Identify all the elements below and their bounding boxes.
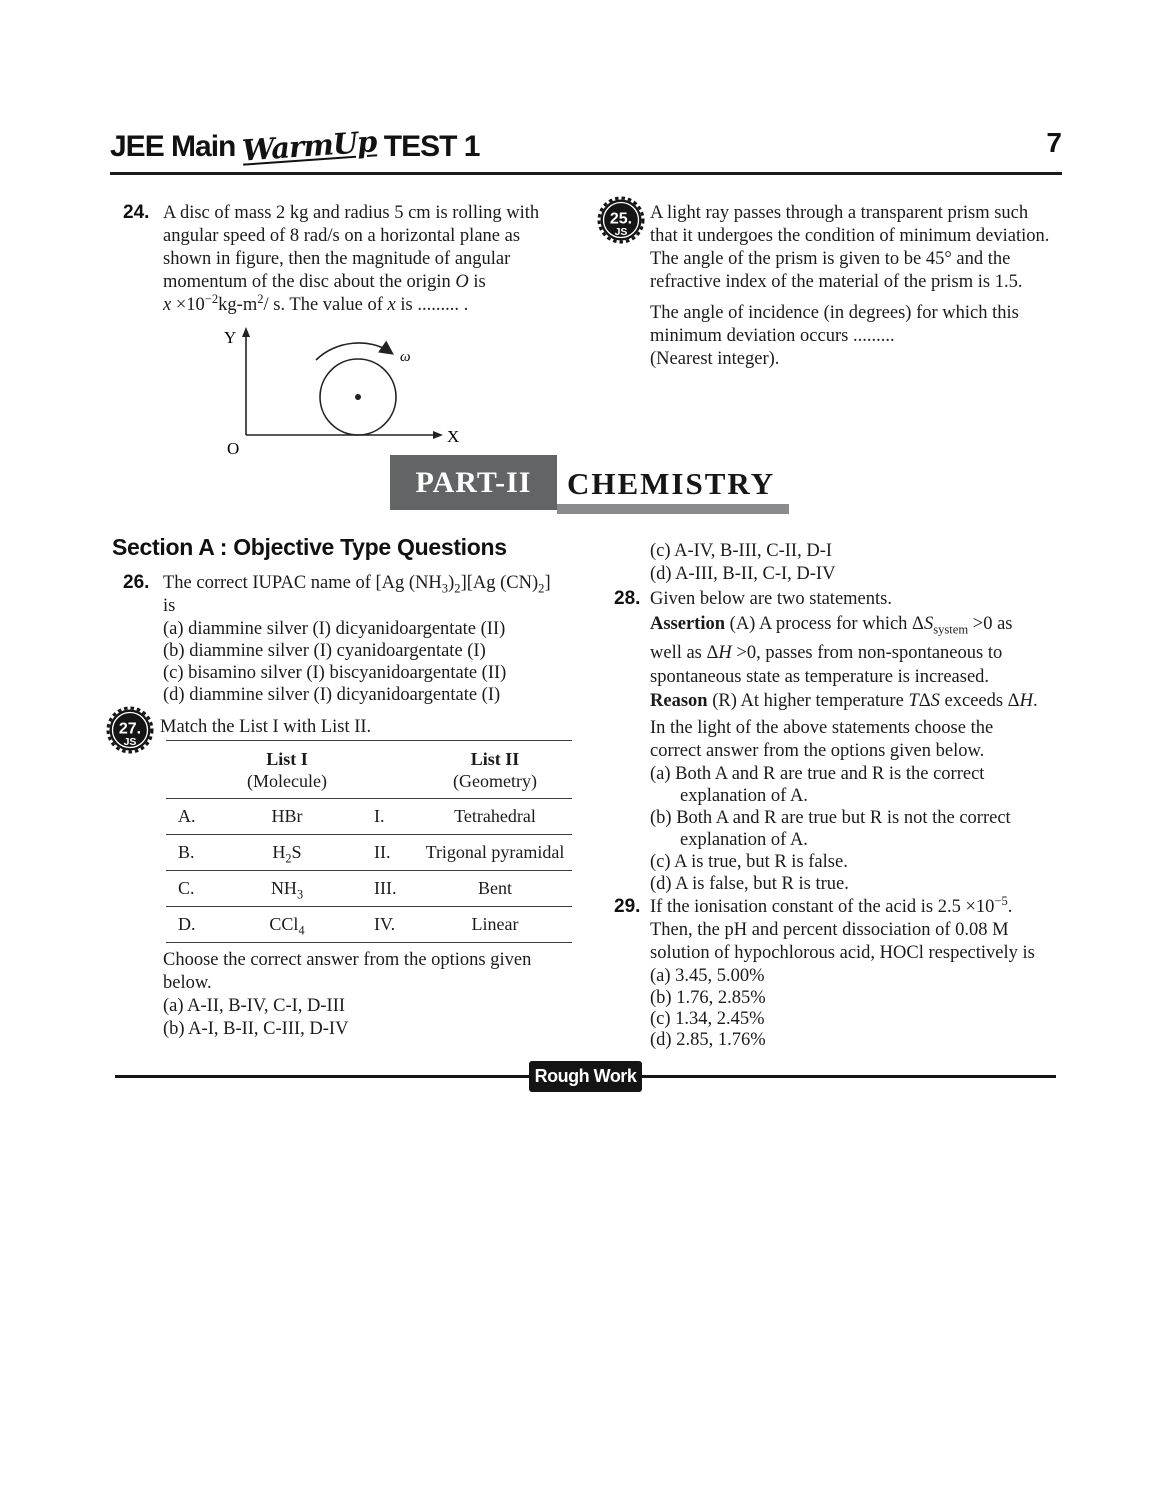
q27-option-b: (b) A-I, B-II, C-III, D-IV xyxy=(163,1019,349,1039)
part-2-banner-box xyxy=(390,455,557,510)
header-brand: JEE Main xyxy=(110,130,236,163)
header-rule xyxy=(110,172,1062,175)
q29-line: If the ionisation constant of the acid is $2.5 \times 10^{-5}$. xyxy=(650,893,1013,917)
header-warmup-logo: WarmUp xyxy=(241,124,378,168)
q24-rolling-disc-figure xyxy=(218,326,468,469)
match-table-row xyxy=(166,871,572,907)
q29-option-d: (d) 2.85, 1.76% xyxy=(650,1030,766,1050)
q24-line: $x \times 10^{-2}kg-m^2/$ s. The value of x is ......... . xyxy=(163,291,469,315)
q29-line: Then, the pH and percent dissociation of 0.08 M xyxy=(650,920,1009,940)
chemistry-subject-label: CHEMISTRY xyxy=(567,466,776,501)
row-geometry: Bent xyxy=(478,878,512,898)
q25-line: minimum deviation occurs ......... xyxy=(650,326,895,346)
y-axis-arrowhead xyxy=(242,327,250,337)
q28-line: In the light of the above statements choose the xyxy=(650,718,994,738)
q25-line: The angle of the prism is given to be 45° and the xyxy=(650,249,1011,269)
q24-line: shown in figure, then the magnitude of angular xyxy=(163,249,511,269)
omega-label: ω xyxy=(400,349,411,365)
q29-option-c: (c) 1.34, 2.45% xyxy=(650,1009,765,1029)
q27-badge-number: 27. xyxy=(118,720,142,738)
list1-title: List I xyxy=(266,748,308,769)
q26-number: 26. xyxy=(123,572,150,593)
section-a-heading: Section A : Objective Type Questions xyxy=(112,534,507,560)
row-roman: III. xyxy=(374,878,397,898)
list2-subtitle: (Geometry) xyxy=(453,770,537,791)
q27-match-table xyxy=(166,740,572,943)
y-axis-label: Y xyxy=(224,328,237,347)
q25-badge-tag: JS xyxy=(614,226,628,238)
x-axis-label: X xyxy=(447,427,460,446)
q27-choose-line: below. xyxy=(163,973,212,993)
q28-option-a-cont: explanation of A. xyxy=(680,786,808,806)
q28-line: Given below are two statements. xyxy=(650,589,892,609)
row-letter: D. xyxy=(178,914,196,934)
q26-line: The correct IUPAC name of [Ag $(NH_3)_2][Ag$ $(CN)_2$] xyxy=(163,573,551,596)
q25-line: (Nearest integer). xyxy=(650,349,780,369)
q24-line: angular speed of 8 rad/s on a horizontal plane as xyxy=(163,226,521,246)
q28-number: 28. xyxy=(614,588,641,609)
list2-title: List II xyxy=(470,748,520,769)
part-2-label: PART-II xyxy=(415,465,532,499)
q28-line: well as ΔH >0, passes from non-spontaneous to xyxy=(650,643,1003,663)
row-letter: C. xyxy=(178,878,195,898)
q28-option-b-cont: explanation of A. xyxy=(680,830,808,850)
row-roman: I. xyxy=(374,806,385,826)
row-molecule: CCl$_4$ xyxy=(269,914,305,938)
q24-line: A disc of mass 2 kg and radius 5 cm is rolling with xyxy=(163,203,540,223)
q29-option-b: (b) 1.76, 2.85% xyxy=(650,988,766,1008)
q28-option-b: (b) Both A and R are true but R is not the correct xyxy=(650,808,1011,828)
row-roman: II. xyxy=(374,842,391,862)
q29-number: 29. xyxy=(614,896,641,917)
disc-center-dot xyxy=(355,394,361,400)
q28-line: Reason (R) At higher temperature TΔS exceeds ΔH. xyxy=(650,691,1038,711)
row-geometry: Linear xyxy=(471,914,519,934)
match-table-header-row xyxy=(166,741,572,799)
q25-line: refractive index of the material of the prism is 1.5. xyxy=(650,272,1023,292)
q27-option-a: (a) A-II, B-IV, C-I, D-III xyxy=(163,996,346,1016)
page-number: 7 xyxy=(1046,127,1062,158)
q27-intro: Match the List I with List II. xyxy=(160,717,372,737)
q28-option-c: (c) A is true, but R is false. xyxy=(650,852,848,872)
match-table-row xyxy=(166,907,572,943)
page-header-title xyxy=(110,124,480,168)
q28-option-a: (a) Both A and R are true and R is the correct xyxy=(650,764,985,784)
q25-badge-number: 25. xyxy=(609,210,633,228)
x-axis-arrowhead xyxy=(433,431,443,439)
q26-option-a: (a) diammine silver (I) dicyanidoargentate (II) xyxy=(163,619,506,639)
q26-line: is xyxy=(163,596,176,616)
row-geometry: Tetrahedral xyxy=(454,806,536,826)
q24-line: momentum of the disc about the origin O is xyxy=(163,272,486,292)
row-molecule: HBr xyxy=(271,806,303,826)
rough-work-label: Rough Work xyxy=(534,1066,637,1086)
list1-subtitle: (Molecule) xyxy=(247,770,327,791)
q27-option-d: (d) A-III, B-II, C-I, D-IV xyxy=(650,564,836,584)
q28-line: spontaneous state as temperature is increased. xyxy=(650,667,990,687)
q24-number: 24. xyxy=(123,202,150,223)
banner-shadow-bar xyxy=(557,504,789,514)
row-roman: IV. xyxy=(374,914,396,934)
row-molecule: $NH_3$ xyxy=(270,878,304,902)
q26-option-b: (b) diammine silver (I) cyanidoargentate (I) xyxy=(163,641,486,661)
rough-work-badge xyxy=(529,1061,642,1092)
q26-option-c: (c) bisamino silver (I) biscyanidoargentate (II) xyxy=(163,663,507,683)
q25-js-stamp-icon xyxy=(597,196,645,244)
q28-option-d: (d) A is false, but R is true. xyxy=(650,874,849,894)
q25-line: The angle of incidence (in degrees) for which this xyxy=(650,303,1019,323)
header-test-label: TEST 1 xyxy=(383,130,480,163)
q27-js-stamp-icon xyxy=(106,706,154,754)
match-table-row xyxy=(166,835,572,871)
q29-line: solution of hypochlorous acid, HOCl respectively is xyxy=(650,943,1035,963)
row-letter: B. xyxy=(178,842,195,862)
q27-badge-tag: JS xyxy=(123,736,137,748)
q25-line: that it undergoes the condition of minimum deviation. xyxy=(650,226,1050,246)
rotation-arrow xyxy=(316,343,390,360)
q28-line: Assertion (A) A process for which $\Delta S_{system} >0$ as xyxy=(650,614,1013,637)
q27-option-c: (c) A-IV, B-III, C-II, D-I xyxy=(650,541,833,561)
list1-header xyxy=(208,748,366,792)
q28-line: correct answer from the options given below. xyxy=(650,741,985,761)
row-geometry: Trigonal pyramidal xyxy=(425,842,565,862)
q26-option-d: (d) diammine silver (I) dicyanidoargentate (I) xyxy=(163,685,501,705)
row-letter: A. xyxy=(178,806,196,826)
disc-diagram xyxy=(218,326,468,464)
q25-line: A light ray passes through a transparent prism such xyxy=(650,203,1029,223)
list2-header xyxy=(418,748,572,792)
match-table-row xyxy=(166,799,572,835)
q29-option-a: (a) 3.45, 5.00% xyxy=(650,966,765,986)
q27-choose-line: Choose the correct answer from the options given xyxy=(163,950,532,970)
row-molecule: $H_2S$ xyxy=(272,842,302,866)
origin-label: O xyxy=(227,439,240,458)
